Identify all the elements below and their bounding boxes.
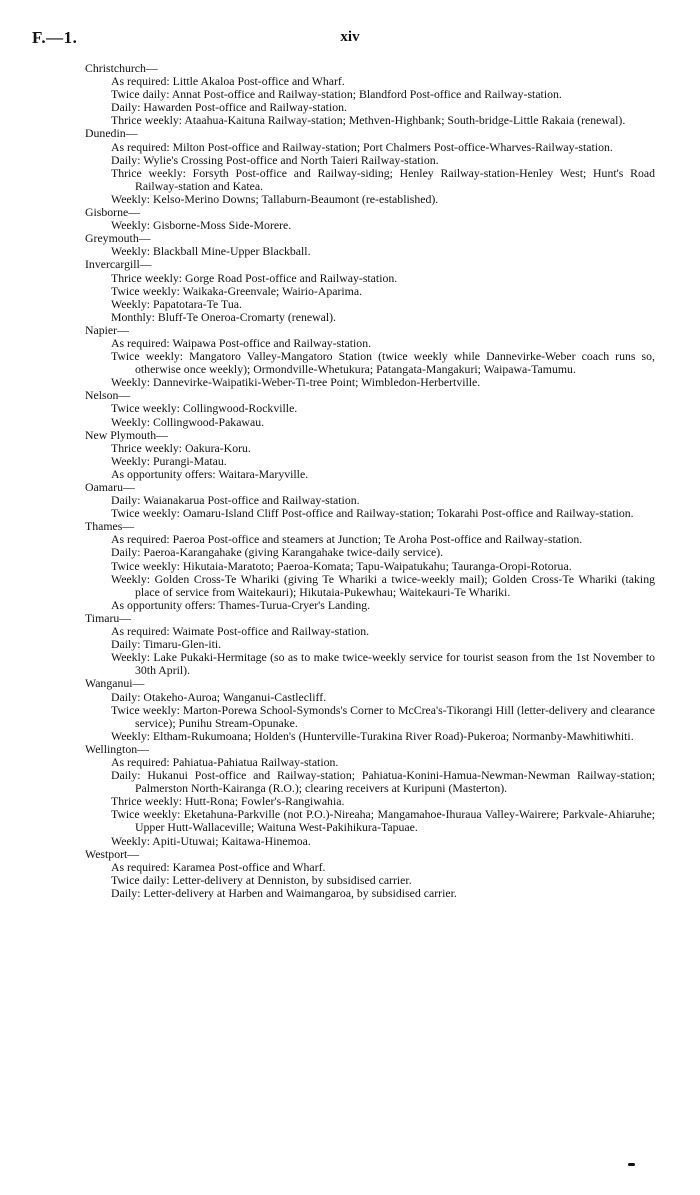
office-heading: Greymouth— bbox=[85, 231, 151, 246]
service-entry: Twice weekly: Waikaka-Greenvale; Wairio-Aparima. bbox=[111, 283, 363, 298]
service-entry: Weekly: Kelso-Merino Downs; Tallaburn-Beaumont (re-established). bbox=[111, 191, 439, 206]
office-section bbox=[85, 520, 655, 612]
service-entry: Daily: Otakeho-Auroa; Wanganui-Castlecliff. bbox=[111, 689, 327, 704]
service-entry: Weekly: Collingwood-Pakawau. bbox=[111, 414, 265, 429]
service-entry: Daily: Timaru-Glen-iti. bbox=[111, 637, 222, 652]
office-section bbox=[85, 206, 655, 232]
service-entry: Weekly: Golden Cross-Te Whariki (giving Te Whariki a twice-weekly mail); Golden Cross-Te Whariki (taking place of service from Waitekauri); Hikutaia-Pukewhau; Waitekauri-Te Whariki. bbox=[111, 571, 655, 599]
office-section bbox=[85, 848, 655, 900]
service-entry: As opportunity offers: Thames-Turua-Cryer's Landing. bbox=[111, 597, 371, 612]
service-entry: Weekly: Papatotara-Te Tua. bbox=[111, 296, 242, 311]
office-section bbox=[85, 127, 655, 206]
service-entry: Monthly: Bluff-Te Oneroa-Cromarty (renewal). bbox=[111, 309, 336, 324]
office-heading: Gisborne— bbox=[85, 205, 141, 220]
office-heading: Invercargill— bbox=[85, 257, 152, 272]
office-heading: Christchurch— bbox=[85, 61, 158, 75]
office-section bbox=[85, 232, 655, 258]
service-entry: Twice weekly: Mangatoro Valley-Mangatoro Station (twice weekly while Dannevirke-Weber coach runs so, otherwise once weekly); Ormondville-Whetukura; Patangata-Mangakuri; Waipawa-Tamumu. bbox=[111, 349, 655, 377]
service-entry: Thrice weekly: Ataahua-Kaituna Railway-station; Methven-Highbank; South-bridge-Little Rakaia (renewal). bbox=[111, 113, 626, 128]
service-entry: As required: Milton Post-office and Railway-station; Port Chalmers Post-office-Wharves-Railway-station. bbox=[111, 139, 613, 154]
service-entry: Weekly: Eltham-Rukumoana; Holden's (Hunterville-Turakina River Road)-Pukeroa; Normanby-Mawhitiwhiti. bbox=[111, 728, 634, 743]
service-entry: As required: Little Akaloa Post-office and Wharf. bbox=[111, 74, 345, 89]
service-entry: Weekly: Gisborne-Moss Side-Morere. bbox=[111, 218, 292, 233]
mail-service-list bbox=[85, 62, 655, 900]
service-entry: Thrice weekly: Oakura-Koru. bbox=[111, 440, 251, 455]
office-heading: Timaru— bbox=[85, 610, 132, 625]
office-section bbox=[85, 743, 655, 848]
service-entry: As required: Waipawa Post-office and Railway-station. bbox=[111, 335, 372, 350]
service-entry: Daily: Wylie's Crossing Post-office and North Taieri Railway-station. bbox=[111, 152, 439, 167]
service-entry: Daily: Letter-delivery at Harben and Waimangaroa, by subsidised carrier. bbox=[111, 885, 457, 900]
office-section bbox=[85, 389, 655, 428]
service-entry: Weekly: Purangi-Matau. bbox=[111, 453, 227, 468]
office-heading: Nelson— bbox=[85, 388, 131, 403]
office-section bbox=[85, 481, 655, 520]
service-entry: Daily: Hawarden Post-office and Railway-station. bbox=[111, 100, 347, 115]
office-heading: Westport— bbox=[85, 846, 140, 861]
service-entry: As required: Waimate Post-office and Railway-station. bbox=[111, 624, 370, 639]
service-entry: Weekly: Lake Pukaki-Hermitage (so as to make twice-weekly service for tourist season from the 1st November to 30th April). bbox=[111, 650, 655, 678]
service-entry: Twice weekly: Collingwood-Rockville. bbox=[111, 401, 298, 416]
office-section bbox=[85, 258, 655, 323]
office-section bbox=[85, 429, 655, 481]
office-section bbox=[85, 324, 655, 389]
office-heading: Wanganui— bbox=[85, 676, 145, 691]
office-heading: Thames— bbox=[85, 519, 135, 534]
service-entry: As required: Karamea Post-office and Wharf. bbox=[111, 859, 326, 874]
office-section bbox=[85, 612, 655, 677]
service-entry: Twice weekly: Eketahuna-Parkville (not P.O.)-Nireaha; Mangamahoe-Ihuraua Valley-Wairere; Parkvale-Ahiaruhe; Upper Hutt-Wallaceville; Waituna West-Pakihikura-Tapuae. bbox=[111, 807, 655, 835]
service-entry: Thrice weekly: Gorge Road Post-office and Railway-station. bbox=[111, 270, 398, 285]
office-section bbox=[85, 62, 655, 127]
service-entry: Twice daily: Letter-delivery at Denniston, by subsidised carrier. bbox=[111, 872, 412, 887]
office-heading: Wellington— bbox=[85, 741, 149, 756]
service-entry: Weekly: Blackball Mine-Upper Blackball. bbox=[111, 244, 311, 259]
office-heading: Napier— bbox=[85, 322, 129, 337]
office-heading: Oamaru— bbox=[85, 480, 135, 494]
office-heading: Dunedin— bbox=[85, 126, 138, 141]
service-entry: Weekly: Dannevirke-Waipatiki-Weber-Ti-tree Point; Wimbledon-Herbertville. bbox=[111, 375, 481, 390]
service-entry: Thrice weekly: Forsyth Post-office and Railway-siding; Henley Railway-station-Henley West; Hunt's Road Railway-station and Katea. bbox=[111, 165, 655, 193]
service-entry: Daily: Paeroa-Karangahake (giving Karangahake twice-daily service). bbox=[111, 545, 444, 560]
service-entry: Twice weekly: Hikutaia-Maratoto; Paeroa-Komata; Tapu-Waipatukahu; Tauranga-Oropi-Rotorua. bbox=[111, 558, 572, 573]
service-entry: Twice weekly: Marton-Porewa School-Symonds's Corner to McCrea's-Tikorangi Hill (letter-delivery and clearance service); Punihu Stream-Opunake. bbox=[111, 702, 655, 730]
service-entry: As required: Pahiatua-Pahiatua Railway-station. bbox=[111, 754, 339, 769]
service-entry: As opportunity offers: Waitara-Maryville. bbox=[111, 466, 309, 481]
service-entry: Thrice weekly: Hutt-Rona; Fowler's-Rangiwahia. bbox=[111, 794, 345, 809]
page-number: xiv bbox=[340, 29, 360, 45]
office-section bbox=[85, 677, 655, 742]
printer-mark bbox=[628, 1163, 635, 1166]
service-entry: Daily: Hukanui Post-office and Railway-station; Pahiatua-Konini-Hamua-Newman-Newman Railway-station; Palmerston North-Kairanga (R.O.); clearing receivers at Kuripuni (Masterton). bbox=[111, 768, 655, 796]
service-entry: Daily: Waianakarua Post-office and Railway-station. bbox=[111, 493, 360, 508]
office-heading: New Plymouth— bbox=[85, 427, 168, 442]
document-code: F.—1. bbox=[32, 28, 78, 47]
service-entry: Twice weekly: Oamaru-Island Cliff Post-office and Railway-station; Tokarahi Post-office and Railway-station. bbox=[111, 506, 634, 521]
service-entry: Weekly: Apiti-Utuwai; Kaitawa-Hinemoa. bbox=[111, 833, 311, 848]
service-entry: Twice daily: Annat Post-office and Railway-station; Blandford Post-office and Railway-station. bbox=[111, 87, 562, 102]
service-entry: As required: Paeroa Post-office and steamers at Junction; Te Aroha Post-office and Railway-station. bbox=[111, 532, 583, 547]
